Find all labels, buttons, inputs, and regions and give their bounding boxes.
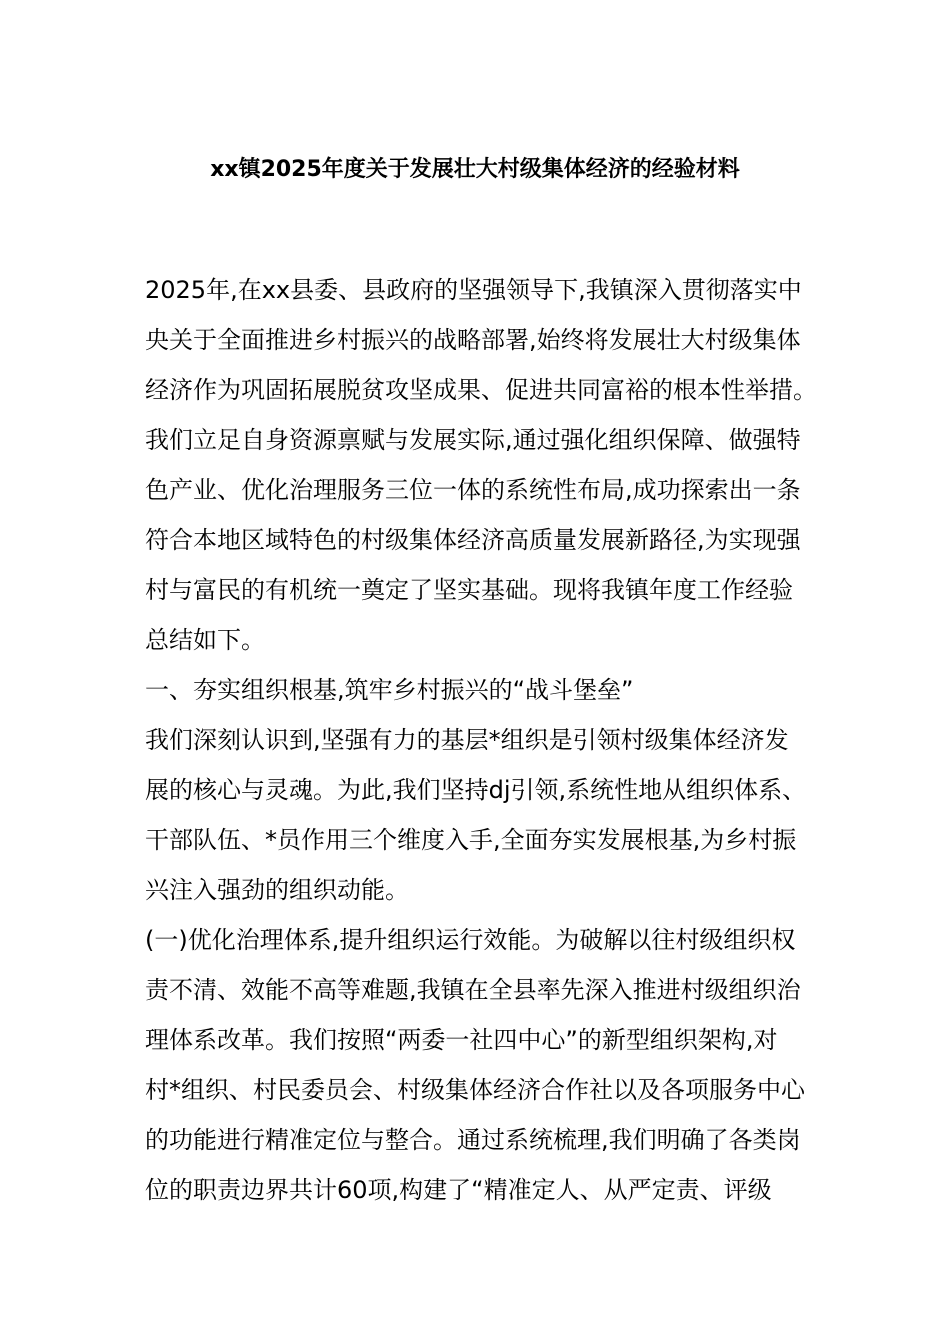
text-line: 央关于全面推进乡村振兴的战略部署,始终将发展壮大村级集体 bbox=[145, 326, 801, 354]
document-title: xx镇2025年度关于发展壮大村级集体经济的经验材料 bbox=[210, 157, 740, 182]
text-line: 村*组织、村民委员会、村级集体经济合作社以及各项服务中心 bbox=[145, 1076, 805, 1104]
text-line: 总结如下。 bbox=[145, 626, 265, 654]
text-line: 干部队伍、*员作用三个维度入手,全面夯实发展根基,为乡村振 bbox=[145, 826, 797, 854]
document-body bbox=[145, 265, 825, 1215]
text-line: 2025年,在xx县委、县政府的坚强领导下,我镇深入贯彻落实中 bbox=[145, 276, 802, 304]
text-line: 村与富民的有机统一奠定了坚实基础。现将我镇年度工作经验 bbox=[145, 576, 793, 604]
text-line: 我们立足自身资源禀赋与发展实际,通过强化组织保障、做强特 bbox=[145, 426, 801, 454]
text-line: 理体系改革。我们按照“两委一社四中心”的新型组织架构,对 bbox=[145, 1026, 778, 1054]
text-line: 符合本地区域特色的村级集体经济高质量发展新路径,为实现强 bbox=[145, 526, 801, 554]
text-line: 一、夯实组织根基,筑牢乡村振兴的“战斗堡垒” bbox=[145, 676, 634, 704]
text-line: 我们深刻认识到,坚强有力的基层*组织是引领村级集体经济发 bbox=[145, 726, 789, 754]
text-line: 色产业、优化治理服务三位一体的系统性布局,成功探索出一条 bbox=[145, 476, 801, 504]
text-line: 责不清、效能不高等难题,我镇在全县率先深入推进村级组织治 bbox=[145, 976, 801, 1004]
text-line: 兴注入强劲的组织动能。 bbox=[145, 876, 409, 904]
text-line: (一)优化治理体系,提升组织运行效能。为破解以往村级组织权 bbox=[145, 926, 796, 954]
text-line: 的功能进行精准定位与整合。通过系统梳理,我们明确了各类岗 bbox=[145, 1126, 801, 1154]
text-line: 位的职责边界共计60项,构建了“精准定人、从严定责、评级 bbox=[145, 1176, 772, 1204]
text-line: 经济作为巩固拓展脱贫攻坚成果、促进共同富裕的根本性举措。 bbox=[145, 376, 817, 404]
text-line: 展的核心与灵魂。为此,我们坚持dj引领,系统性地从组织体系、 bbox=[145, 776, 807, 804]
